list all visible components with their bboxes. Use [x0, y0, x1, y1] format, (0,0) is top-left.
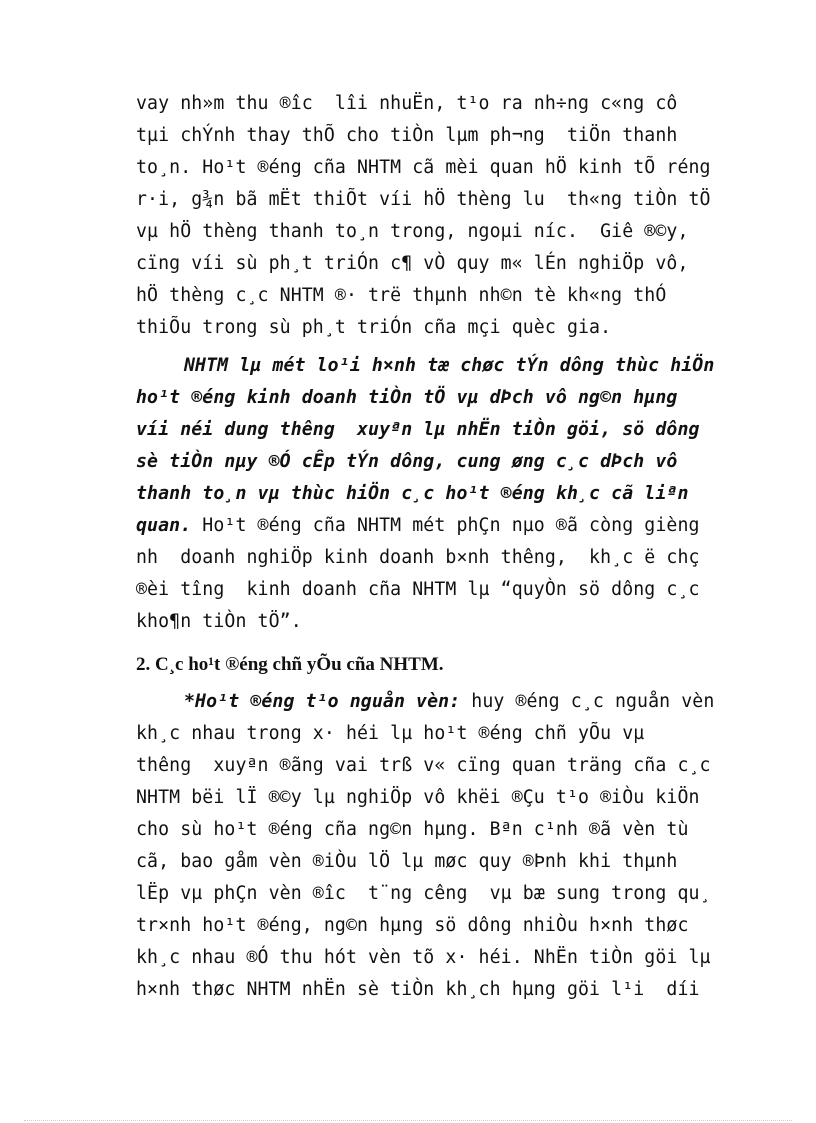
text-line: hÖ thèng c¸c NHTM ®· trë thµnh nh©n tè kh«ng thÓ	[136, 285, 667, 306]
text-line: kh¸c nhau ®Ó thu hót vèn tõ x· héi. NhËn tiÒn göi lµ	[136, 947, 711, 968]
text-line: cïng víi sù ph¸t triÓn c¶ vÒ quy m« lÉn nghiÖp vô,	[136, 253, 689, 274]
text-line: lËp vµ phÇn vèn ®îc t¨ng cêng vµ bæ sung trong qu¸	[136, 883, 711, 904]
text-line: to¸n. Ho¹t ®éng cña NHTM cã mèi quan hÖ kinh tÕ réng	[136, 157, 711, 178]
paragraph-definition	[136, 350, 742, 638]
definition-line: NHTM lµ mét lo¹i h×nh tæ chøc tÝn dông thùc hiÖn	[184, 355, 715, 376]
text-line: ®èi tîng kinh doanh cña NHTM lµ “quyÒn sö dông c¸c	[136, 579, 700, 600]
text-line: r·i, g¾n bã mËt thiÕt víi hÖ thèng lu th«ng tiÒn tÖ	[136, 189, 711, 210]
subsection-lead: *Ho¹t ®éng t¹o nguån vèn:	[184, 691, 461, 712]
text-line: thêng xuyªn ®ãng vai trß v« cïng quan träng cña c¸c	[136, 755, 711, 776]
text-run: Ho¹t ®éng cña NHTM mét phÇn nµo ®ã còng gièng	[191, 515, 700, 536]
text-line: cã, bao gåm vèn ®iÒu lÖ lµ møc quy ®Þnh khi thµnh	[136, 851, 678, 872]
text-run: huy ®éng c¸c nguån vèn	[460, 691, 715, 712]
document-body	[136, 88, 742, 1006]
mixed-line	[136, 510, 742, 542]
text-line: tr×nh ho¹t ®éng, ng©n hµng sö dông nhiÒu h×nh thøc	[136, 915, 689, 936]
text-line: kho¶n tiÒn tÖ”.	[136, 611, 302, 632]
definition-line: ho¹t ®éng kinh doanh tiÒn tÖ vµ dÞch vô ng©n hµng	[136, 387, 678, 408]
text-line: NHTM bëi lÏ ®©y lµ nghiÖp vô khëi ®Çu t¹o ®iÒu kiÖn	[136, 787, 700, 808]
section-heading: 2. C¸c ho¹t ®éng chñ yÕu cña NHTM.	[136, 654, 444, 675]
text-line: vµ hÖ thèng thanh to¸n trong, ngoµi níc. Giê ®©y,	[136, 221, 689, 242]
text-line: vay nh»m thu ®îc lîi nhuËn, t¹o ra nh÷ng c«ng cô	[136, 93, 678, 114]
paragraph-capital	[136, 686, 742, 1006]
definition-line: sè tiÒn nµy ®Ó cÊp tÝn dông, cung øng c¸c dÞch vô	[136, 451, 678, 472]
text-line: thiÕu trong sù ph¸t triÓn cña mçi quèc gia.	[136, 317, 612, 338]
paragraph-intro	[136, 88, 742, 344]
page-bottom-divider	[24, 1120, 792, 1121]
mixed-line	[136, 686, 742, 718]
text-line: kh¸c nhau trong x· héi lµ ho¹t ®éng chñ yÕu vµ	[136, 723, 645, 744]
text-line: nh doanh nghiÖp kinh doanh b×nh thêng, kh¸c ë chç	[136, 547, 700, 568]
text-line: tµi chÝnh thay thÕ cho tiÒn lµm ph¬ng tiÖn thanh	[136, 125, 678, 146]
definition-line: víi néi dung thêng xuyªn lµ nhËn tiÒn göi, sö dông	[136, 419, 700, 440]
definition-line: thanh to¸n vµ thùc hiÖn c¸c ho¹t ®éng kh¸c cã liªn	[136, 483, 689, 504]
definition-end: quan.	[136, 515, 192, 536]
text-line: h×nh thøc NHTM nhËn sè tiÒn kh¸ch hµng göi l¹i díi	[136, 979, 700, 1000]
text-line: cho sù ho¹t ®éng cña ng©n hµng. Bªn c¹nh ®ã vèn tù	[136, 819, 689, 840]
